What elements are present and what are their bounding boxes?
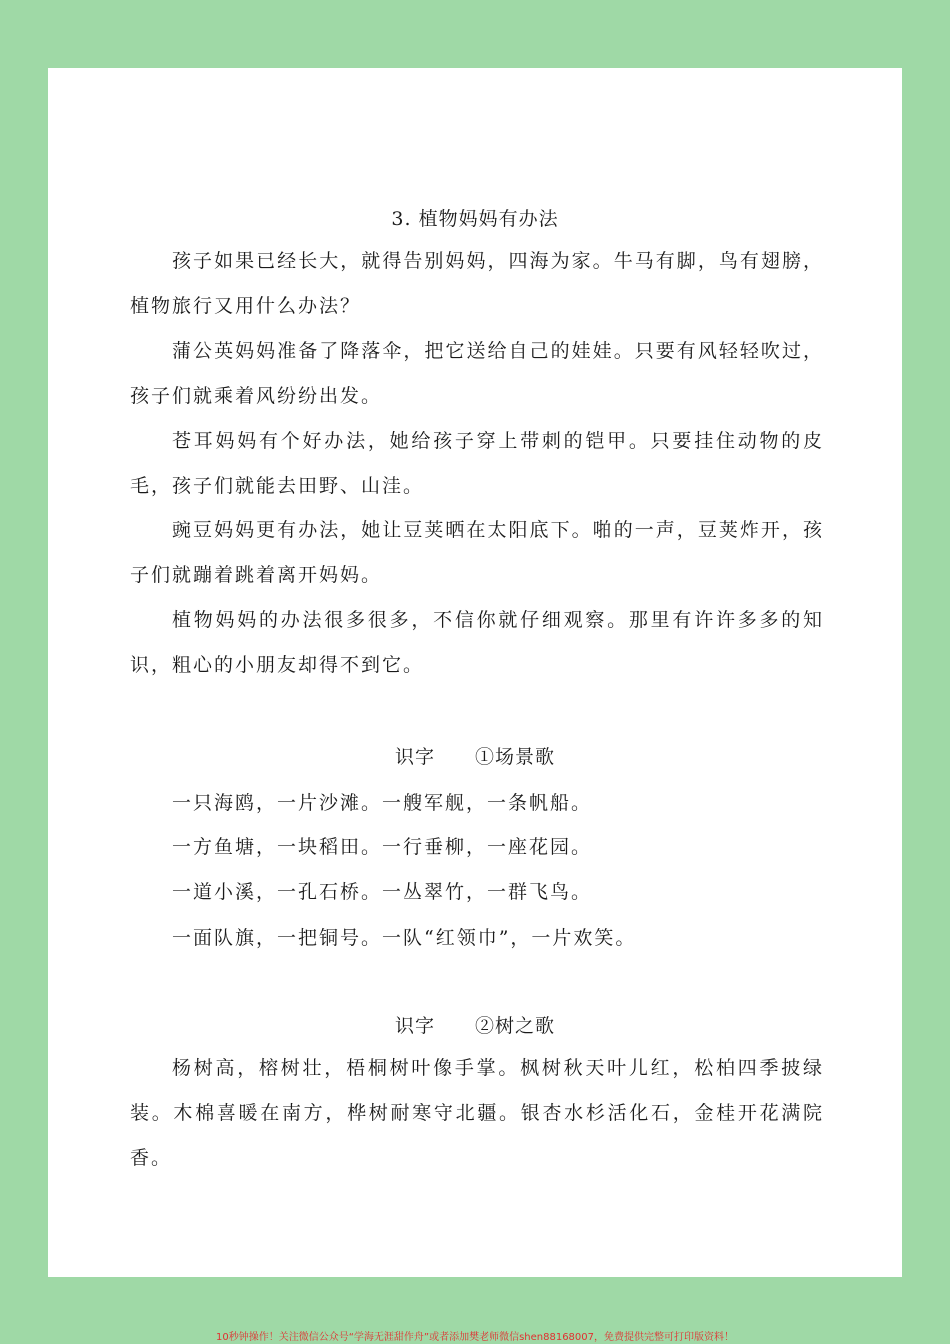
shizi2-heading bbox=[48, 1011, 902, 1038]
lesson3-paragraph-4: 豌豆妈妈更有办法，她让豆荚晒在太阳底下。啪的一声，豆荚炸开，孩子们就蹦着跳着离开妈妈。 bbox=[130, 519, 824, 586]
lesson3-title: 3. 植物妈妈有办法 bbox=[391, 208, 559, 230]
shizi1-label: 识字 bbox=[394, 746, 435, 768]
shizi1-line-2: 一方鱼塘，一块稻田。一行垂柳，一座花园。 bbox=[172, 836, 593, 858]
shizi1-line-1: 一只海鸥，一片沙滩。一艘军舰，一条帆船。 bbox=[172, 792, 593, 814]
footer-notice: 10秒钟操作！关注微信公众号“学海无涯甜作舟”或者添加樊老师微信shen88168007，免费提供完整可打印版资料！ bbox=[215, 1332, 735, 1343]
lesson3-paragraph-1: 孩子如果已经长大，就得告别妈妈，四海为家。牛马有脚，鸟有翅膀，植物旅行又用什么办法？ bbox=[130, 250, 824, 317]
lesson3-paragraph-3: 苍耳妈妈有个好办法，她给孩子穿上带刺的铠甲。只要挂住动物的皮毛，孩子们就能去田野、山洼。 bbox=[130, 430, 824, 497]
shizi1-line-4: 一面队旗，一把铜号。一队“红领巾”，一片欢笑。 bbox=[172, 927, 637, 949]
lesson3-paragraph-5: 植物妈妈的办法很多很多，不信你就仔细观察。那里有许许多多的知识，粗心的小朋友却得不到它。 bbox=[130, 609, 824, 676]
shizi2-paragraph: 杨树高，榕树壮，梧桐树叶像手掌。枫树秋天叶儿红，松柏四季披绿装。木棉喜暖在南方，桦树耐寒守北疆。银杏水杉活化石，金桂开花满院香。 bbox=[130, 1057, 824, 1169]
shizi1-title: ①场景歌 bbox=[475, 746, 556, 768]
shizi2-title: ②树之歌 bbox=[475, 1015, 556, 1037]
shizi1-heading bbox=[48, 742, 902, 769]
lesson3-paragraph-2: 蒲公英妈妈准备了降落伞，把它送给自己的娃娃。只要有风轻轻吹过，孩子们就乘着风纷纷出发。 bbox=[130, 340, 824, 407]
document-page bbox=[48, 68, 902, 1277]
shizi2-label: 识字 bbox=[394, 1015, 435, 1037]
shizi1-line-3: 一道小溪，一孔石桥。一丛翠竹，一群飞鸟。 bbox=[172, 881, 593, 903]
